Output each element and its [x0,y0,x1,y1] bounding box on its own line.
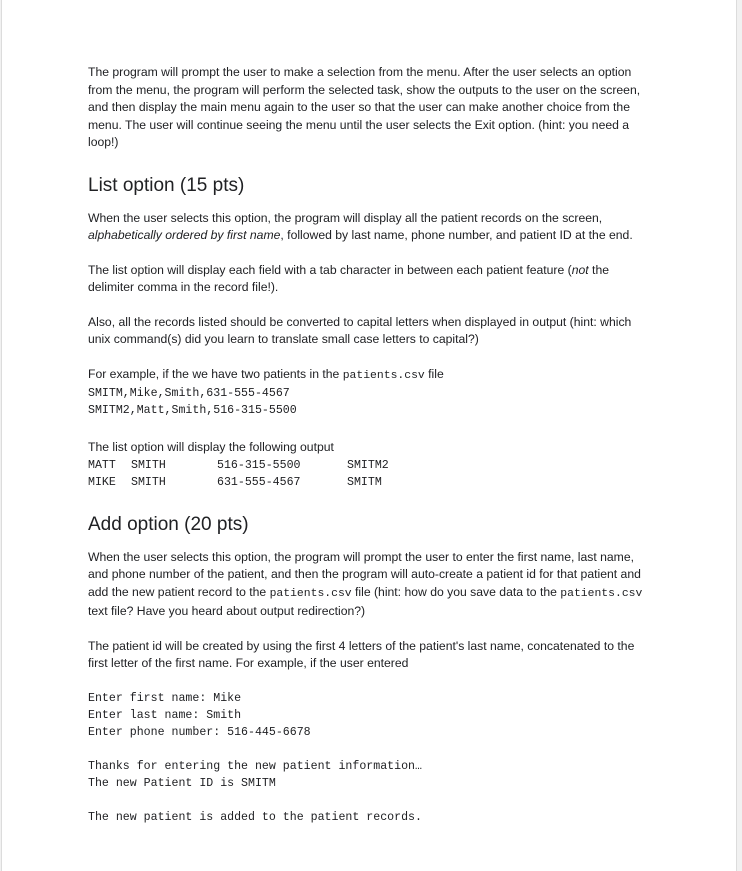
output-cell: MIKE [88,475,116,489]
document-page [1,0,737,871]
list-paragraph-2 [88,262,654,297]
intro-paragraph: The program will prompt the user to make a selection from the menu. After the user selects an option from the menu, the program will perform the selected task, show the outputs to the user on the screen, and then display the main menu again to the user so that the user can make another choice from the menu. The user will continue seeing the menu until the user selects the Exit option. (hint: you need a loop!) [88,65,641,149]
text-span: file (hint: how do you save data to the [351,584,561,599]
list-option-heading: List option (15 pts) [88,174,245,196]
text-span: The list option will display each field with a tab character in between each patient feature ( [88,262,572,277]
output-row [88,457,389,474]
output-cell: SMITH [131,475,166,489]
thanks-line: Thanks for entering the new patient information… [88,759,422,773]
text-span: file [424,366,444,381]
list-paragraph-5: The list option will display the following output [88,440,334,454]
text-span: For example, if the we have two patients in the [88,366,343,381]
inline-code: patients.csv [269,587,352,600]
output-cell: 631-555-4567 [217,475,301,489]
output-cell: SMITM2 [347,458,389,472]
output-cell: SMITH [131,458,166,472]
text-span: text file? Have you heard about output redirection?) [88,604,366,618]
patient-id-line: The new Patient ID is SMITM [88,776,276,790]
inline-code: patients.csv [342,369,425,382]
text-span: When the user selects this option, the program will display all the patient records on the screen, [88,210,603,225]
prompt-line: Enter last name: Smith [88,708,242,722]
prompt-line: Enter first name: Mike [88,691,242,705]
list-paragraph-1 [88,210,654,245]
document-content [88,64,654,826]
record-line: SMITM,Mike,Smith,631-555-4567 [88,387,290,400]
output-cell: 516-315-5500 [217,458,301,472]
add-paragraph-1 [88,549,654,621]
list-paragraph-4 [88,366,654,386]
italic-text: not [571,262,589,277]
text-span: , followed by last name, phone number, and patient ID at the end. [280,228,633,242]
inline-code: patients.csv [560,587,643,600]
output-row [88,474,389,491]
italic-text: alphabetically ordered by first name [88,228,281,242]
added-line: The new patient is added to the patient records. [88,810,422,824]
output-table [88,457,389,491]
record-line: SMITM2,Matt,Smith,516-315-5500 [88,404,297,417]
text-span: When the user selects this option, the program will prompt the user to enter the first name, last name, and phone number of the patient, and then the program will auto-create a patient id for that patient and add the new patient record to the [88,549,641,599]
output-cell: SMITM [347,475,382,489]
add-option-heading: Add option (20 pts) [88,513,249,535]
list-paragraph-3: Also, all the records listed should be converted to capital letters when displayed in output (hint: which unix command(s) did you learn to translate small case letters to capital?) [88,314,632,346]
output-cell: MATT [88,458,116,472]
prompt-line: Enter phone number: 516-445-6678 [88,725,311,739]
text-span: the delimiter comma in the record file!). [88,262,610,294]
add-paragraph-2: The patient id will be created by using the first 4 letters of the patient's last name, concatenated to the first letter of the first name. For example, if the user entered [88,638,635,670]
